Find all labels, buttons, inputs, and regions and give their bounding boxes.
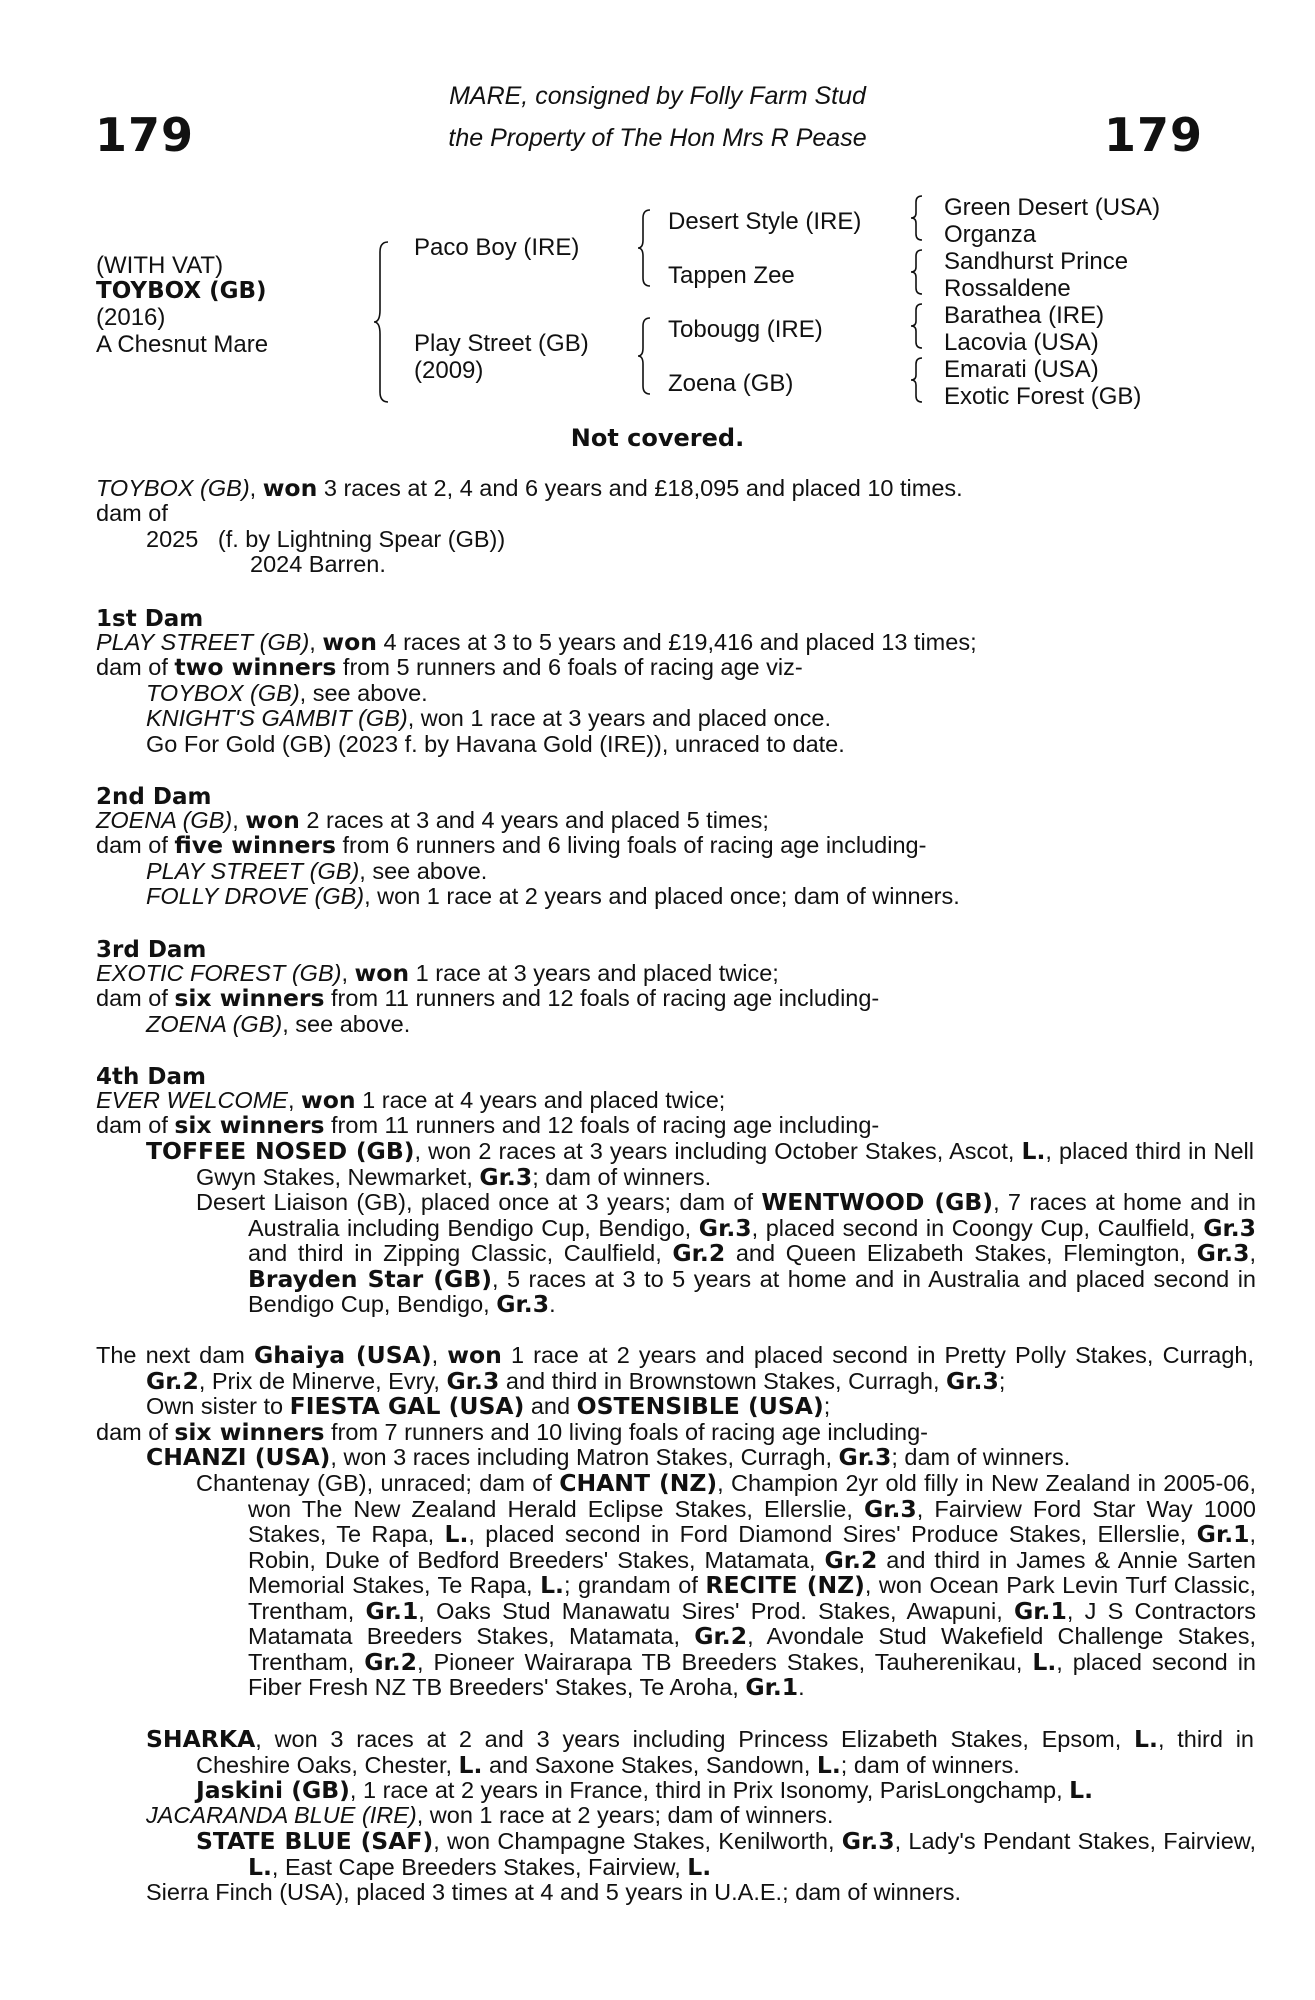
- progeny-name: JACARANDA BLUE (IRE): [146, 1802, 417, 1828]
- brace-gen2-dam: [636, 316, 654, 396]
- text: The next dam: [96, 1342, 255, 1368]
- chantenay-entry: [196, 1471, 1256, 1701]
- progeny-name: SHARKA: [146, 1725, 256, 1753]
- dam4-heading: 4th Dam: [96, 1064, 206, 1090]
- dam2-line-2: [96, 833, 926, 859]
- dam4-name: EVER WELCOME: [96, 1087, 288, 1113]
- winners-count: five winners: [174, 831, 336, 859]
- gen3-sire-sire: Desert Style (IRE): [668, 208, 862, 235]
- gen4-3: Sandhurst Prince: [944, 248, 1129, 275]
- progeny-name: FOLLY DROVE (GB): [146, 883, 365, 909]
- text: , won 3 races at 2 and 3 years including Princess Elizabeth Stakes, Epsom,: [255, 1726, 1135, 1752]
- group-badge: Gr.3: [496, 1290, 550, 1318]
- text: , won 1 race at 3 years and placed once.: [407, 705, 831, 731]
- group-badge: Gr.3: [446, 1366, 500, 1395]
- group-badge: Gr.3: [698, 1213, 752, 1242]
- text: , won 2 races at 3 years including October Stakes, Ascot,: [414, 1138, 1022, 1164]
- text: , won 1 race at 2 years and placed once; dam of winners.: [364, 883, 960, 909]
- progeny-name: Jaskini (GB): [196, 1776, 350, 1804]
- text: , placed second in Ford Diamond Sires' Produce Stakes, Ellerslie,: [468, 1521, 1197, 1547]
- progeny-name: TOYBOX (GB): [146, 680, 300, 706]
- dam4-line-2: [96, 1113, 879, 1139]
- text: .: [798, 1674, 805, 1700]
- text: Chantenay (GB), unraced; dam of: [196, 1470, 560, 1496]
- dam4-line-1: EVER WELCOME, won 1 race at 4 years and placed twice;: [96, 1086, 726, 1114]
- text: , Oaks Stud Manawatu Sires' Prod. Stakes, Awapuni,: [418, 1597, 1015, 1624]
- text: , Robin, Duke of Bedford Breeders' Stakes, Matamata,: [248, 1521, 1257, 1573]
- text: dam of: [96, 985, 175, 1011]
- text: , 7 races at home and in Australia including Bendigo Cup, Bendigo,: [248, 1189, 1257, 1241]
- won-label: won: [245, 806, 300, 834]
- dam2-name: ZOENA (GB): [96, 807, 233, 833]
- brace-gen1: [372, 240, 392, 405]
- gen4-2: Organza: [944, 221, 1037, 248]
- text: , Fairview Ford Star Way 1000 Stakes, Te Rapa,: [248, 1495, 1256, 1547]
- dam2-line-4: [146, 884, 960, 910]
- brace-gen2-sire: [636, 208, 654, 288]
- text: ;: [998, 1367, 1006, 1394]
- group-badge: Gr.1: [365, 1596, 419, 1625]
- next-dam-name: Ghaiya (USA): [254, 1341, 432, 1369]
- text: ;: [823, 1393, 831, 1419]
- listed-badge: L.: [1069, 1776, 1094, 1804]
- gen4-1: Green Desert (USA): [944, 194, 1161, 221]
- dam3-name: EXOTIC FOREST (GB): [96, 960, 342, 986]
- group-badge: Gr.3: [1203, 1213, 1256, 1242]
- text: , Avondale Stud Wakefield Challenge Stakes, Trentham,: [248, 1623, 1256, 1675]
- next-dam-produce-line: [96, 1420, 928, 1446]
- text: and third in Zipping Classic, Caulfield,: [248, 1240, 673, 1266]
- dam1-line-5: Go For Gold (GB) (2023 f. by Havana Gold (IRE)), unraced to date.: [146, 731, 845, 757]
- group-badge: Gr.2: [694, 1622, 748, 1650]
- text: , Prix de Minerve, Evry,: [198, 1367, 447, 1394]
- dam3-line-2: [96, 986, 879, 1012]
- dam2-heading: 2nd Dam: [96, 784, 212, 810]
- listed-badge: L.: [540, 1571, 564, 1599]
- brace-gen3-4: [910, 356, 926, 404]
- listed-badge: L.: [444, 1520, 469, 1548]
- group-badge: Gr.3: [838, 1443, 892, 1471]
- text: ; dam of winners.: [532, 1163, 712, 1190]
- group-badge: Gr.2: [364, 1647, 417, 1676]
- brace-gen3-1: [910, 194, 926, 242]
- sibling-name: OSTENSIBLE (USA): [576, 1392, 824, 1420]
- text: ; dam of winners.: [891, 1444, 1071, 1470]
- progeny-name: TOFFEE NOSED (GB): [146, 1137, 415, 1165]
- listed-badge: L.: [1134, 1725, 1158, 1753]
- text: , see above.: [299, 680, 428, 706]
- dam4-record: 1 race at 4 years and placed twice;: [355, 1087, 726, 1113]
- group-badge: Gr.2: [824, 1545, 878, 1574]
- text: , won Champagne Stakes, Kenilworth,: [433, 1828, 842, 1854]
- progeny-name: PLAY STREET (GB): [146, 858, 360, 884]
- text: .: [549, 1291, 556, 1317]
- text: ,: [431, 1342, 448, 1368]
- gen4-8: Exotic Forest (GB): [944, 383, 1142, 410]
- text: Desert Liaison (GB), placed once at 3 years; dam of: [196, 1189, 762, 1215]
- listed-badge: L.: [458, 1750, 483, 1779]
- sire-name: Paco Boy (IRE): [414, 234, 580, 261]
- text: dam of: [96, 1419, 175, 1445]
- won-label: won: [447, 1341, 502, 1369]
- dam1-heading: 1st Dam: [96, 606, 204, 632]
- toffee-nosed-entry: [146, 1139, 1254, 1190]
- gen4-7: Emarati (USA): [944, 356, 1099, 383]
- produce-line-2: dam of: [96, 500, 168, 526]
- text: , third in Cheshire Oaks, Chester,: [196, 1726, 1255, 1778]
- text: , Pioneer Wairarapa TB Breeders Stakes, Tauherenikau,: [417, 1648, 1033, 1675]
- text: from 11 runners and 12 foals of racing age including-: [324, 985, 880, 1011]
- won-label: won: [322, 628, 377, 656]
- winners-count: six winners: [174, 984, 325, 1012]
- group-badge: Gr.1: [1014, 1596, 1067, 1625]
- text: ,: [1249, 1240, 1256, 1266]
- text: , see above.: [282, 1011, 411, 1037]
- progeny-name: KNIGHT'S GAMBIT (GB): [146, 705, 408, 731]
- produce-line-3: 2025 (f. by Lightning Spear (GB)): [146, 526, 506, 552]
- sibling-name: FIESTA GAL (USA): [289, 1392, 525, 1420]
- covering-status: Not covered.: [570, 424, 745, 452]
- text: , Lady's Pendant Stakes, Fairview,: [894, 1828, 1256, 1854]
- horse-description: A Chesnut Mare: [96, 331, 269, 358]
- progeny-name: RECITE (NZ): [705, 1571, 865, 1599]
- brace-gen3-3: [910, 302, 926, 350]
- text: dam of: [96, 654, 175, 680]
- dam2-line-3: [146, 859, 487, 885]
- text: and third in James & Annie Sarten Memorial Stakes, Te Rapa,: [248, 1546, 1256, 1598]
- group-badge: Gr.1: [745, 1673, 799, 1701]
- vat-note: (WITH VAT): [96, 252, 224, 279]
- foaling-year: (2016): [96, 304, 166, 331]
- group-badge: Gr.3: [863, 1494, 917, 1523]
- progeny-name: STATE BLUE (SAF): [196, 1827, 434, 1855]
- text: , won Ocean Park Levin Turf Classic, Trentham,: [248, 1572, 1256, 1624]
- text: , East Cape Breeders Stakes, Fairview,: [271, 1853, 688, 1880]
- dam-year: (2009): [414, 357, 484, 384]
- group-badge: Gr.1: [1196, 1520, 1250, 1548]
- group-badge: Gr.3: [479, 1162, 533, 1191]
- dam1-name: PLAY STREET (GB): [96, 629, 310, 655]
- sierra-finch-entry: Sierra Finch (USA), placed 3 times at 4 and 5 years in U.A.E.; dam of winners.: [146, 1879, 962, 1905]
- text: and Saxone Stakes, Sandown,: [482, 1751, 817, 1778]
- dam3-record: 1 race at 3 years and placed twice;: [409, 960, 779, 986]
- progeny-name: Brayden Star (GB): [248, 1264, 492, 1293]
- text: Own sister to: [146, 1393, 290, 1419]
- progeny-name: WENTWOOD (GB): [761, 1188, 994, 1216]
- jaskini-entry: [196, 1778, 1093, 1804]
- text: , won 1 race at 2 years; dam of winners.: [416, 1802, 834, 1828]
- produce-line-1: TOYBOX (GB), won 3 races at 2, 4 and 6 years and £18,095 and placed 10 times.: [96, 474, 963, 502]
- text: dam of: [96, 832, 175, 858]
- gen3-dam-sire: Tobougg (IRE): [668, 316, 823, 343]
- listed-badge: L.: [687, 1852, 712, 1881]
- dam2-line-1: ZOENA (GB), won 2 races at 3 and 4 years and placed 5 times;: [96, 806, 769, 834]
- won-label: won: [262, 474, 318, 502]
- group-badge: Gr.3: [1196, 1239, 1250, 1267]
- jacaranda-entry: [146, 1803, 833, 1829]
- text: , 1 race at 2 years in France, third in Prix Isonomy, ParisLongchamp,: [349, 1777, 1070, 1803]
- text: dam of: [96, 1112, 175, 1138]
- dam1-line-1: PLAY STREET (GB), won 4 races at 3 to 5 years and £19,416 and placed 13 times;: [96, 628, 977, 656]
- text: and Queen Elizabeth Stakes, Flemington,: [725, 1240, 1197, 1266]
- dam1-line-4: [146, 706, 831, 732]
- gen3-dam-dam: Zoena (GB): [668, 370, 794, 397]
- gen4-5: Barathea (IRE): [944, 302, 1105, 329]
- listed-badge: L.: [248, 1852, 272, 1881]
- lot-number-left: 179: [95, 108, 195, 162]
- listed-badge: L.: [816, 1750, 841, 1779]
- consignor-line: MARE, consigned by Folly Farm Stud: [449, 82, 866, 110]
- winners-count: six winners: [174, 1111, 325, 1139]
- dam1-line-3: [146, 681, 428, 707]
- dam2-record: 2 races at 3 and 4 years and placed 5 times;: [299, 807, 769, 833]
- text: , Champion 2yr old filly in New Zealand in 2005-06, won The New Zealand Herald Eclipse Stakes, Ellerslie,: [248, 1470, 1256, 1522]
- group-badge: Gr.3: [841, 1827, 895, 1855]
- dam-name: Play Street (GB): [414, 330, 589, 357]
- desert-liaison-entry: [196, 1190, 1256, 1318]
- group-badge: Gr.2: [146, 1366, 199, 1395]
- text: from 5 runners and 6 foals of racing age viz-: [336, 654, 803, 680]
- text: , 5 races at 3 to 5 years at home and in Australia and placed second in Bendigo Cup, Bendigo,: [248, 1265, 1256, 1317]
- progeny-name: CHANT (NZ): [559, 1469, 718, 1497]
- text: , placed second in Fiber Fresh NZ TB Breeders' Stakes, Te Aroha,: [248, 1648, 1256, 1700]
- dam1-line-2: [96, 655, 803, 681]
- text: , placed second in Coongy Cup, Caulfield,: [751, 1214, 1204, 1241]
- winners-count: six winners: [174, 1418, 325, 1446]
- progeny-name: CHANZI (USA): [146, 1443, 331, 1471]
- chanzi-entry: [146, 1445, 1070, 1471]
- text: and third in Brownstown Stakes, Curragh,: [499, 1367, 947, 1394]
- listed-badge: L.: [1032, 1647, 1057, 1676]
- text: , placed third in Nell Gwyn Stakes, Newmarket,: [196, 1138, 1254, 1190]
- next-dam-entry: [96, 1343, 1254, 1420]
- sharka-entry: [146, 1727, 1254, 1778]
- text: from 6 runners and 6 living foals of racing age including-: [335, 832, 927, 858]
- text: ; grandam of: [563, 1572, 706, 1598]
- produce-record: 3 races at 2, 4 and 6 years and £18,095 and placed 10 times.: [317, 475, 963, 501]
- horse-name: TOYBOX (GB): [96, 278, 267, 304]
- produce-horse-name: TOYBOX (GB): [96, 475, 250, 501]
- property-line: the Property of The Hon Mrs R Pease: [448, 124, 867, 152]
- dam3-line-3: [146, 1012, 410, 1038]
- gen4-6: Lacovia (USA): [944, 329, 1099, 356]
- text: from 7 runners and 10 living foals of racing age including-: [324, 1419, 929, 1445]
- produce-line-4: 2024 Barren.: [250, 551, 386, 577]
- dam3-line-1: EXOTIC FOREST (GB), won 1 race at 3 years and placed twice;: [96, 959, 779, 987]
- text: and: [524, 1393, 577, 1419]
- listed-badge: L.: [1021, 1137, 1046, 1165]
- group-badge: Gr.3: [946, 1366, 999, 1395]
- dam3-heading: 3rd Dam: [96, 937, 207, 963]
- state-blue-entry: [196, 1829, 1256, 1880]
- winners-count: two winners: [174, 653, 337, 681]
- won-label: won: [354, 959, 410, 987]
- text: , see above.: [359, 858, 488, 884]
- group-badge: Gr.2: [672, 1239, 726, 1267]
- gen3-sire-dam: Tappen Zee: [668, 262, 795, 289]
- brace-gen3-2: [910, 248, 926, 296]
- text: , won 3 races including Matron Stakes, Curragh,: [330, 1444, 839, 1470]
- gen4-4: Rossaldene: [944, 275, 1071, 302]
- dam1-record: 4 races at 3 to 5 years and £19,416 and placed 13 times;: [376, 629, 977, 655]
- progeny-name: ZOENA (GB): [146, 1011, 283, 1037]
- won-label: won: [301, 1086, 356, 1114]
- text: from 11 runners and 12 foals of racing age including-: [324, 1112, 880, 1138]
- text: , J S Contractors Matamata Breeders Stakes, Matamata,: [248, 1597, 1257, 1649]
- lot-number-right: 179: [1103, 108, 1203, 162]
- text: 1 race at 2 years and placed second in Pretty Polly Stakes, Curragh,: [501, 1342, 1255, 1368]
- text: ; dam of winners.: [840, 1751, 1020, 1778]
